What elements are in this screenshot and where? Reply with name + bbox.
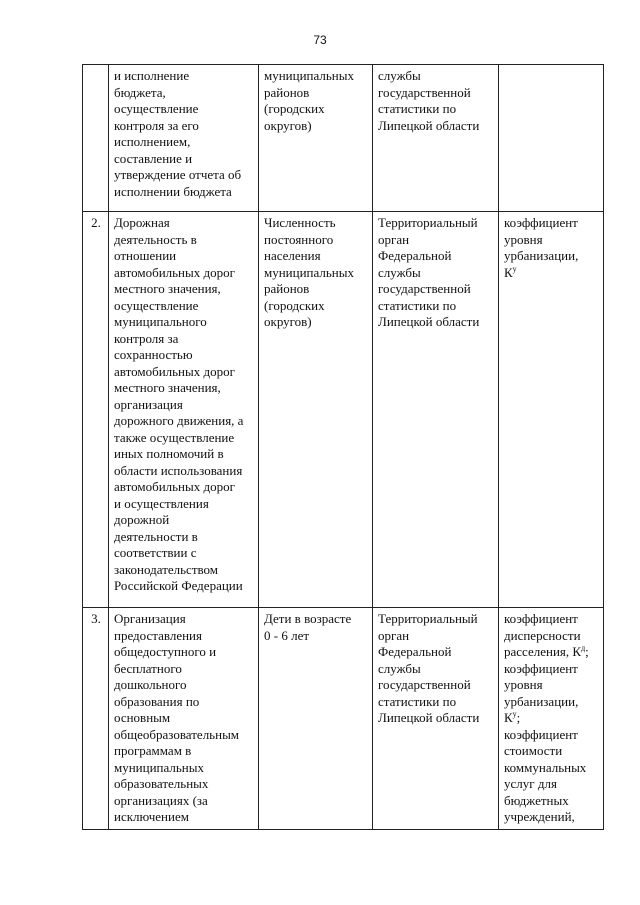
text-line: деятельности в — [114, 528, 198, 544]
text-line: Липецкой области — [378, 710, 480, 725]
coef-symbol: К — [504, 710, 513, 725]
text-line: государственной — [378, 281, 471, 296]
page-number: 73 — [313, 33, 327, 47]
text-line: Организация — [114, 611, 186, 626]
text-line: Территориальный — [378, 611, 478, 626]
text-line: Дети в возрасте — [264, 611, 352, 626]
coef-line: стоимости — [504, 743, 563, 758]
text-line: дорожной — [114, 512, 170, 527]
coefficient-cell — [499, 608, 604, 830]
coef-line: учреждений, — [504, 809, 575, 824]
row-number: 2. — [83, 212, 109, 608]
text-line: местного значения, — [114, 380, 221, 395]
text-line: исключением — [114, 809, 189, 824]
coef-punct: ; — [585, 644, 589, 659]
text-line: основным — [114, 710, 171, 725]
indicator-cell — [259, 608, 373, 830]
text-line: контроля за его — [114, 117, 199, 133]
text-line: статистики по — [378, 101, 457, 116]
source-cell — [373, 65, 499, 212]
text-line: службы — [378, 660, 421, 676]
text-line: также осуществление — [114, 429, 235, 445]
text-line: государственной — [378, 677, 471, 692]
row-number: 3. — [83, 608, 109, 830]
table-row — [83, 608, 604, 830]
text-line: Федеральной — [378, 248, 452, 263]
text-line: исполнением, — [114, 134, 191, 149]
text-line: осуществление — [114, 101, 199, 116]
text-line: Липецкой области — [378, 117, 480, 133]
coef-line: бюджетных — [504, 792, 569, 808]
text-line: сохранностью — [114, 347, 193, 362]
coef-line: уровня — [504, 677, 543, 692]
coef-line: коэффициент — [504, 726, 578, 742]
coef-superscript: у — [512, 264, 517, 274]
coef-line — [504, 265, 599, 282]
text-line: утверждение отчета об — [114, 167, 242, 182]
text-line: статистики по — [378, 297, 457, 313]
coef-superscript: д — [581, 643, 586, 653]
text-line: и исполнение — [114, 68, 190, 83]
coef-line: коэффициент — [504, 215, 578, 230]
indicator-cell — [259, 212, 373, 608]
text-line: Территориальный — [378, 215, 478, 230]
text-line: предоставления — [114, 627, 202, 643]
coef-line: уровня — [504, 231, 543, 247]
text-line: округов) — [264, 314, 312, 329]
text-line: организациях (за — [114, 792, 208, 808]
text-line: соответствии с — [114, 545, 197, 560]
authority-cell — [109, 65, 259, 212]
coef-line: коэффициент — [504, 660, 578, 676]
text-line: статистики по — [378, 693, 457, 709]
text-line: дошкольного — [114, 677, 187, 692]
text-line: 0 - 6 лет — [264, 627, 310, 643]
text-line: контроля за — [114, 330, 179, 346]
text-line: постоянного — [264, 231, 334, 247]
text-line: Федеральной — [378, 644, 452, 659]
coef-line: коммунальных — [504, 759, 587, 775]
coef-line: дисперсности — [504, 627, 581, 643]
source-cell — [373, 212, 499, 608]
text-line: (городских — [264, 297, 325, 313]
table-row — [83, 65, 604, 212]
text-line: местного значения, — [114, 281, 221, 296]
text-line: дорожного движения, а — [114, 413, 244, 428]
text-line: отношении — [114, 248, 177, 263]
text-line: бесплатного — [114, 660, 182, 676]
text-line: округов) — [264, 117, 312, 133]
text-line: бюджета, — [114, 84, 166, 100]
authority-cell — [109, 212, 259, 608]
text-line: службы — [378, 68, 421, 83]
text-line: районов — [264, 281, 310, 296]
coef-line: коэффициент — [504, 611, 578, 626]
text-line: составление и — [114, 150, 193, 166]
coef-line: урбанизации, — [504, 693, 579, 709]
coef-symbol: К — [504, 264, 513, 280]
text-line: государственной — [378, 84, 471, 100]
text-line: муниципальных — [114, 759, 205, 775]
text-line: муниципальных — [264, 264, 355, 280]
text-line: образовательных — [114, 776, 209, 791]
text-line: орган — [378, 627, 410, 643]
text-line: муниципальных — [264, 68, 355, 83]
text-line: и осуществления — [114, 495, 209, 511]
coef-line — [504, 644, 599, 661]
text-line: организация — [114, 396, 183, 412]
coef-punct: ; — [516, 710, 521, 725]
row-number — [83, 65, 109, 212]
text-line: (городских — [264, 101, 325, 116]
text-line: автомобильных дорог — [114, 479, 235, 494]
text-line: автомобильных дорог — [114, 363, 235, 379]
coef-superscript: у — [512, 709, 517, 719]
coef-line: урбанизации, — [504, 248, 579, 263]
text-line: образования по — [114, 693, 200, 709]
text-line: Российской Федерации — [114, 578, 243, 593]
text-line: Численность — [264, 215, 336, 230]
text-line: автомобильных дорог — [114, 264, 235, 280]
text-line: службы — [378, 264, 421, 280]
authority-cell — [109, 608, 259, 830]
text-line: общедоступного и — [114, 644, 217, 659]
distribution-table — [82, 64, 604, 830]
text-line: населения — [264, 248, 321, 263]
coef-line: услуг для — [504, 776, 557, 791]
indicator-cell — [259, 65, 373, 212]
text-line: области использования — [114, 462, 243, 478]
text-line: Дорожная — [114, 215, 170, 230]
text-line: программам в — [114, 743, 192, 758]
text-line: Липецкой области — [378, 314, 480, 329]
text-line: муниципального — [114, 314, 207, 329]
text-line: орган — [378, 231, 410, 247]
table-row — [83, 212, 604, 608]
coef-text: расселения, К — [504, 644, 582, 659]
text-line: исполнении бюджета — [114, 183, 232, 199]
coef-line — [504, 710, 599, 727]
text-line: районов — [264, 84, 310, 100]
text-line: деятельность в — [114, 231, 197, 247]
text-line: иных полномочий в — [114, 446, 224, 461]
text-line: осуществление — [114, 297, 199, 313]
text-line: общеобразовательным — [114, 726, 240, 742]
coefficient-cell — [499, 212, 604, 608]
text-line: законодательством — [114, 561, 219, 577]
source-cell — [373, 608, 499, 830]
coefficient-cell — [499, 65, 604, 212]
